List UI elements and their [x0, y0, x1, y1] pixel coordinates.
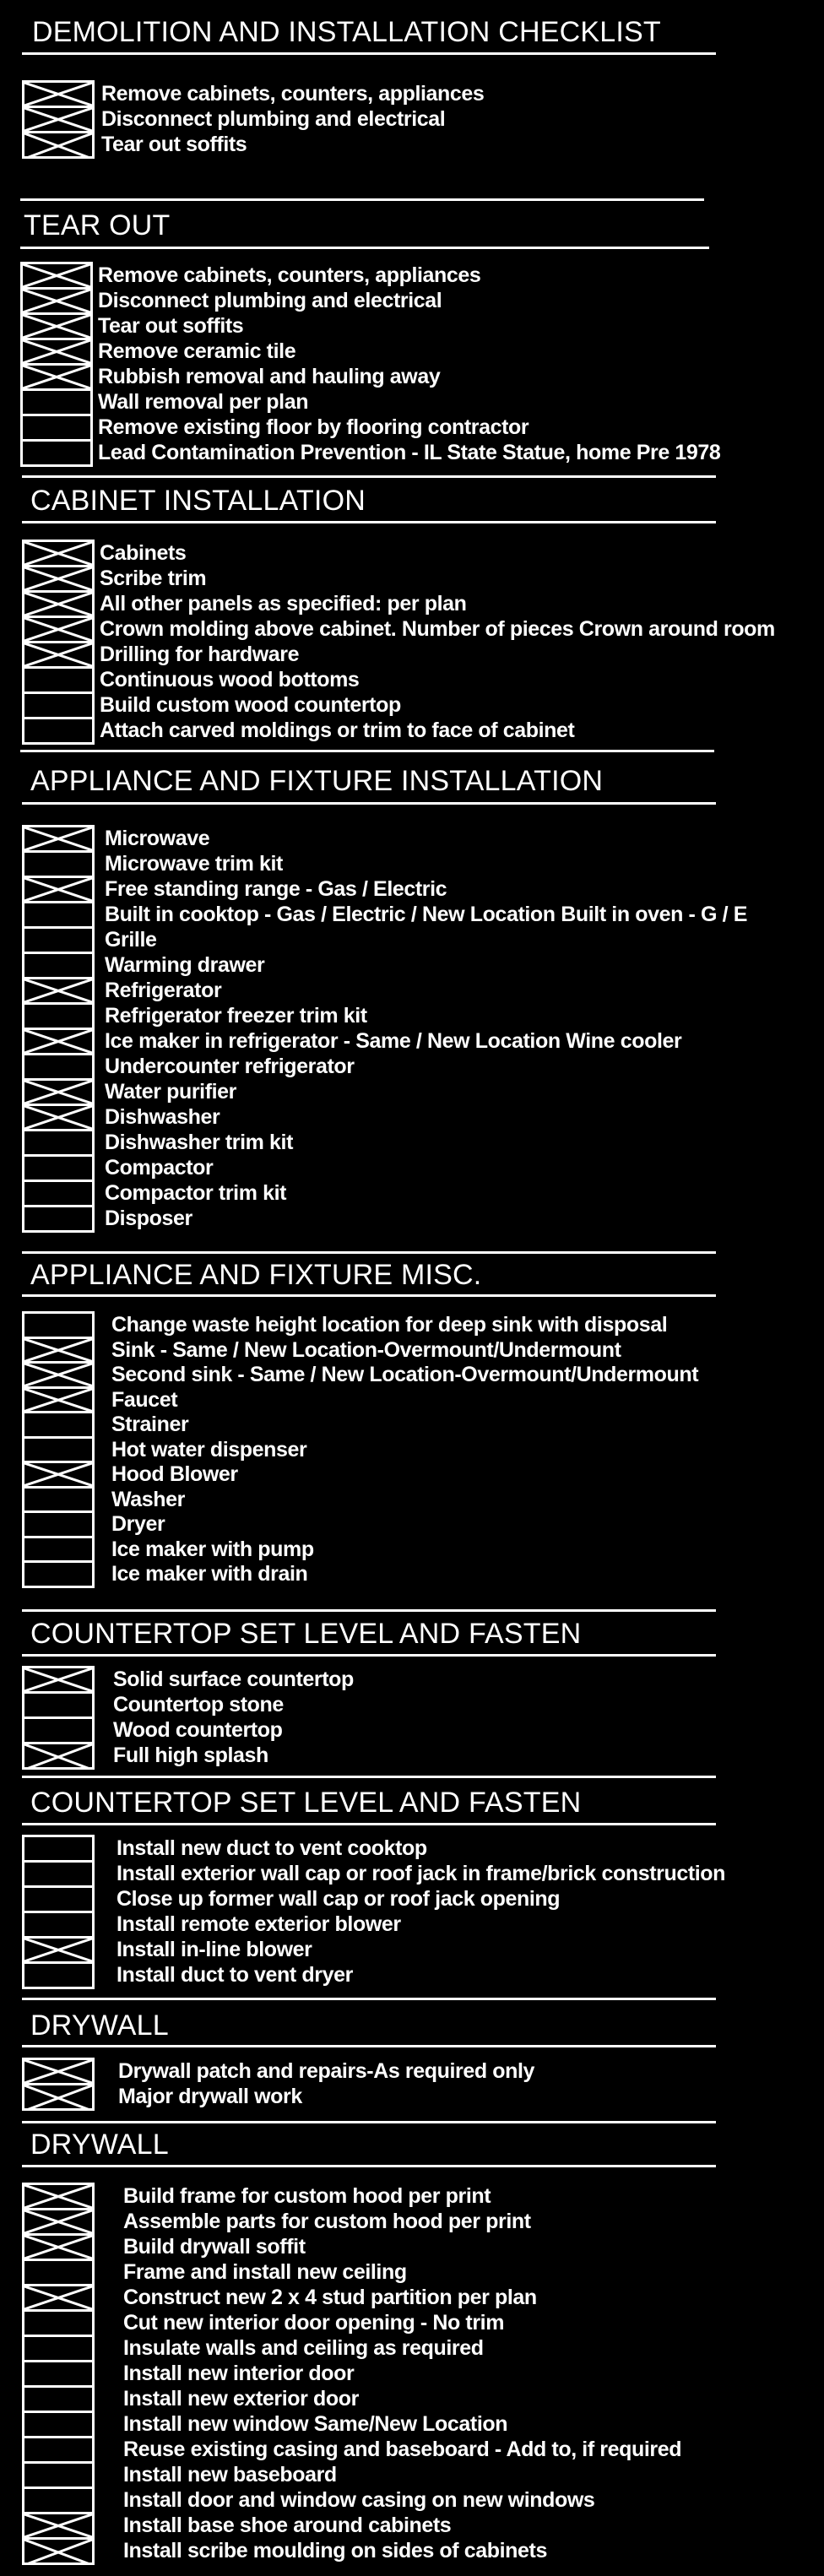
checklist-item-label: Microwave trim kit [105, 852, 283, 876]
section-title: TEAR OUT [24, 209, 171, 241]
checkbox-column [22, 540, 95, 745]
checklist-item-label: Install new baseboard [123, 2463, 337, 2487]
checklist-item-label: Install new exterior door [123, 2387, 359, 2411]
check-x-icon [23, 264, 90, 287]
section-divider [22, 1998, 716, 2000]
checklist-item-label: Scribe trim [100, 567, 207, 590]
checklist-item-label: Dishwasher [105, 1105, 220, 1129]
checkbox[interactable] [24, 1106, 92, 1131]
checklist-item-label: Undercounter refrigerator [105, 1055, 355, 1078]
checkbox[interactable] [24, 1439, 92, 1464]
checklist-item-label: Drilling for hardware [100, 643, 300, 666]
checkbox[interactable] [24, 1413, 92, 1439]
checklist-item-label: Attach carved moldings or trim to face of cabinet [100, 719, 575, 742]
check-x-icon [23, 366, 90, 388]
check-x-icon [24, 618, 92, 641]
checkbox[interactable] [23, 264, 90, 290]
checklist-item-label: Disconnect plumbing and electrical [101, 107, 446, 131]
checklist-item-label: Remove cabinets, counters, appliances [101, 82, 485, 106]
title-underline [22, 802, 716, 805]
checkbox[interactable] [23, 315, 90, 340]
checkbox[interactable] [24, 542, 92, 567]
checklist-item-label: Wall removal per plan [98, 390, 309, 414]
checklist-item-label: Refrigerator [105, 979, 222, 1002]
section-title: COUNTERTOP SET LEVEL AND FASTEN [30, 1787, 582, 1819]
checklist-item-label: Lead Contamination Prevention - IL State Statue, home Pre 1978 [98, 441, 721, 464]
check-x-icon [24, 1668, 92, 1691]
checkbox[interactable] [24, 2388, 92, 2413]
section-divider [22, 1251, 716, 1254]
checkbox[interactable] [24, 133, 92, 159]
checklist-item-label: Close up former wall cap or roof jack opening [117, 1887, 561, 1911]
checkbox[interactable] [24, 2085, 92, 2111]
checklist-item-label: Install exterior wall cap or roof jack in frame/brick construction [117, 1862, 726, 1885]
section-divider [22, 1776, 716, 1778]
checklist-item-label: Cut new interior door opening - No trim [123, 2311, 505, 2335]
checkbox[interactable] [24, 2362, 92, 2388]
checkbox[interactable] [24, 1030, 92, 1055]
title-underline [22, 2165, 716, 2167]
check-x-icon [23, 340, 90, 363]
checklist-item-label: Build drywall soffit [123, 2235, 306, 2259]
checkbox[interactable] [24, 719, 92, 745]
check-x-icon [24, 643, 92, 666]
checklist-item-label: Install base shoe around cabinets [123, 2514, 452, 2537]
checklist-item-label: Free standing range - Gas / Electric [105, 877, 447, 901]
checklist-item-label: Rubbish removal and hauling away [98, 365, 441, 388]
checklist-item-label: All other panels as specified: per plan [100, 592, 467, 616]
checklist-item-label: Construct new 2 x 4 stud partition per plan [123, 2286, 537, 2309]
check-x-icon [24, 133, 92, 159]
checkbox-column [22, 825, 95, 1233]
checkbox[interactable] [24, 929, 92, 954]
checkbox[interactable] [24, 827, 92, 853]
checklist-item-label: Dryer [111, 1512, 165, 1536]
checkbox[interactable] [24, 954, 92, 979]
checkbox[interactable] [24, 1314, 92, 1339]
checklist-item-label: Ice maker with pump [111, 1537, 314, 1561]
checkbox[interactable] [24, 593, 92, 618]
checkbox-column [20, 262, 93, 467]
checkbox[interactable] [24, 2514, 92, 2540]
section-divider [20, 750, 714, 752]
check-x-icon [24, 593, 92, 616]
checkbox-column [22, 1311, 95, 1588]
checkbox[interactable] [24, 618, 92, 643]
checklist-item-label: Ice maker in refrigerator - Same / New Location Wine cooler [105, 1029, 682, 1053]
section-title: DEMOLITION AND INSTALLATION CHECKLIST [32, 16, 661, 48]
checkbox[interactable] [24, 2540, 92, 2565]
checkbox[interactable] [24, 1463, 92, 1489]
checklist-item-label: Warming drawer [105, 953, 265, 977]
check-x-icon [24, 979, 92, 1002]
section-divider [22, 475, 716, 478]
section-title: CABINET INSTALLATION [30, 485, 366, 517]
checklist-item-label: Remove existing floor by flooring contractor [98, 415, 529, 439]
checklist-item-label: Install remote exterior blower [117, 1912, 401, 1936]
checkbox-column [22, 80, 95, 159]
check-x-icon [24, 2514, 92, 2537]
checklist-item-label: Install new interior door [123, 2362, 355, 2385]
check-x-icon [24, 2236, 92, 2259]
check-x-icon [24, 2540, 92, 2565]
checkbox[interactable] [24, 2060, 92, 2085]
check-x-icon [24, 1364, 92, 1386]
checkbox[interactable] [24, 979, 92, 1005]
checklist-item-label: Strainer [111, 1413, 189, 1436]
checklist-item-label: Grille [105, 928, 157, 952]
checkbox[interactable] [24, 2261, 92, 2286]
checklist-item-label: Second sink - Same / New Location-Overmount/Undermount [111, 1363, 699, 1386]
checklist-item-label: Disconnect plumbing and electrical [98, 289, 442, 312]
checklist-item-label: Crown molding above cabinet. Number of pieces Crown around room [100, 617, 775, 641]
check-x-icon [24, 1030, 92, 1053]
check-x-icon [24, 2210, 92, 2233]
check-x-icon [24, 83, 92, 106]
checkbox[interactable] [24, 2337, 92, 2362]
checkbox[interactable] [24, 2464, 92, 2489]
checklist-item-label: Remove ceramic tile [98, 339, 296, 363]
check-x-icon [24, 108, 92, 131]
check-x-icon [24, 1106, 92, 1129]
checklist-item-label: Refrigerator freezer trim kit [105, 1004, 367, 1028]
checklist-item-label: Continuous wood bottoms [100, 668, 360, 691]
check-x-icon [24, 1081, 92, 1104]
checkbox[interactable] [23, 366, 90, 391]
section-divider [22, 2121, 716, 2123]
checkbox[interactable] [24, 1157, 92, 1182]
section-title: APPLIANCE AND FIXTURE MISC. [30, 1259, 482, 1291]
checkbox[interactable] [24, 2210, 92, 2236]
checkbox[interactable] [24, 2489, 92, 2514]
checklist-item-label: Insulate walls and ceiling as required [123, 2336, 484, 2360]
checklist-item-label: Build custom wood countertop [100, 693, 401, 717]
checkbox[interactable] [23, 416, 90, 442]
checklist-item-label: Install duct to vent dryer [117, 1963, 353, 1987]
checklist-item-label: Install door and window casing on new windows [123, 2488, 595, 2512]
section-divider [22, 1609, 716, 1612]
checklist-item-label: Major drywall work [118, 2085, 302, 2108]
checkbox[interactable] [24, 1538, 92, 1564]
title-underline [22, 521, 716, 523]
checkbox[interactable] [24, 1719, 92, 1744]
check-x-icon [24, 2185, 92, 2208]
checkbox[interactable] [24, 1668, 92, 1694]
checklist-item-label: Built in cooktop - Gas / Electric / New Location Built in oven - G / E [105, 903, 747, 926]
checklist-item-label: Build frame for custom hood per print [123, 2184, 491, 2208]
checkbox[interactable] [24, 669, 92, 694]
check-x-icon [24, 542, 92, 565]
checkbox[interactable] [24, 1964, 92, 1989]
title-underline [22, 2045, 716, 2047]
checkbox[interactable] [24, 1131, 92, 1157]
checklist-item-label: Microwave [105, 827, 210, 850]
checkbox[interactable] [24, 567, 92, 593]
check-x-icon [24, 1744, 92, 1770]
section-title: DRYWALL [30, 2129, 169, 2161]
checklist-item-label: Hot water dispenser [111, 1437, 307, 1462]
check-x-icon [24, 878, 92, 901]
checklist-item-label: Hood Blower [111, 1462, 238, 1486]
section-title: DRYWALL [30, 2009, 169, 2042]
checkbox-column [22, 1835, 95, 1989]
check-x-icon [24, 1463, 92, 1486]
checklist-item-label: Remove cabinets, counters, appliances [98, 263, 481, 287]
checkbox[interactable] [24, 694, 92, 719]
checkbox[interactable] [24, 108, 92, 133]
checkbox-column [22, 1666, 95, 1770]
title-underline [20, 247, 709, 249]
check-x-icon [23, 290, 90, 312]
section-divider [20, 198, 704, 201]
section-title: COUNTERTOP SET LEVEL AND FASTEN [30, 1618, 582, 1650]
checkbox[interactable] [24, 1939, 92, 1964]
checkbox[interactable] [24, 903, 92, 929]
checkbox[interactable] [24, 1863, 92, 1888]
checkbox[interactable] [24, 83, 92, 108]
checklist-item-label: Compactor trim kit [105, 1181, 287, 1205]
checklist-item-label: Disposer [105, 1207, 192, 1230]
checkbox[interactable] [24, 2185, 92, 2210]
checklist-item-label: Change waste height location for deep sink with disposal [111, 1313, 668, 1337]
section-title: APPLIANCE AND FIXTURE INSTALLATION [30, 765, 604, 797]
checkbox[interactable] [24, 1055, 92, 1081]
check-x-icon [24, 1339, 92, 1362]
checkbox[interactable] [24, 1837, 92, 1863]
checkbox[interactable] [24, 2236, 92, 2261]
title-underline [22, 1823, 716, 1825]
checklist-item-label: Ice maker with drain [111, 1562, 308, 1586]
checklist-item-label: Solid surface countertop [113, 1668, 354, 1691]
title-underline [22, 52, 716, 55]
checkbox[interactable] [24, 1744, 92, 1770]
checklist-item-label: Frame and install new ceiling [123, 2260, 407, 2284]
check-x-icon [24, 2085, 92, 2111]
checklist-item-label: Faucet [111, 1387, 178, 1412]
checkbox[interactable] [24, 1563, 92, 1588]
checkbox[interactable] [24, 1694, 92, 1719]
checkbox[interactable] [24, 1489, 92, 1514]
checklist-item-label: Cabinets [100, 541, 187, 565]
title-underline [22, 1294, 716, 1297]
checklist-item-label: Drywall patch and repairs-As required only [118, 2059, 535, 2083]
checkbox-column [22, 2183, 95, 2565]
checklist-item-label: Water purifier [105, 1080, 236, 1104]
checkbox-column [22, 2058, 95, 2111]
checkbox[interactable] [24, 1005, 92, 1030]
checkbox[interactable] [23, 442, 90, 467]
check-x-icon [24, 567, 92, 590]
checklist-item-label: Washer [111, 1487, 185, 1511]
checkbox[interactable] [24, 1364, 92, 1389]
checkbox[interactable] [24, 1081, 92, 1106]
checklist-item-label: Reuse existing casing and baseboard - Add to, if required [123, 2438, 682, 2461]
checkbox[interactable] [24, 853, 92, 878]
checklist-item-label: Install new window Same/New Location [123, 2412, 508, 2436]
check-x-icon [24, 2060, 92, 2083]
checkbox[interactable] [24, 878, 92, 903]
checklist-item-label: Dishwasher trim kit [105, 1131, 294, 1154]
checklist-item-label: Sink - Same / New Location-Overmount/Undermount [111, 1337, 621, 1362]
checklist-item-label: Compactor [105, 1156, 214, 1180]
checkbox[interactable] [24, 1182, 92, 1207]
checkbox[interactable] [24, 1513, 92, 1538]
checklist-item-label: Tear out soffits [98, 314, 244, 338]
checkbox[interactable] [23, 391, 90, 416]
checkbox[interactable] [24, 2413, 92, 2438]
checklist-item-label: Wood countertop [113, 1718, 283, 1742]
checklist-item-label: Install scribe moulding on sides of cabinets [123, 2539, 547, 2562]
checklist-item-label: Assemble parts for custom hood per print [123, 2210, 531, 2233]
check-x-icon [24, 1939, 92, 1961]
checkbox[interactable] [24, 1207, 92, 1233]
checkbox[interactable] [23, 340, 90, 366]
checkbox[interactable] [24, 1888, 92, 1913]
checkbox[interactable] [24, 643, 92, 669]
checkbox[interactable] [23, 290, 90, 315]
check-x-icon [24, 2286, 92, 2309]
checklist-item-label: Full high splash [113, 1744, 268, 1767]
checkbox[interactable] [24, 1913, 92, 1939]
check-x-icon [24, 1389, 92, 1412]
checklist-item-label: Countertop stone [113, 1693, 284, 1716]
checkbox[interactable] [24, 2312, 92, 2337]
check-x-icon [24, 827, 92, 850]
check-x-icon [23, 315, 90, 338]
checkbox[interactable] [24, 2438, 92, 2464]
checklist-item-label: Tear out soffits [101, 133, 247, 156]
checklist-item-label: Install in-line blower [117, 1938, 312, 1961]
checklist-item-label: Install new duct to vent cooktop [117, 1836, 427, 1860]
checkbox[interactable] [24, 1389, 92, 1414]
checkbox[interactable] [24, 1339, 92, 1364]
title-underline [22, 1654, 716, 1657]
checkbox[interactable] [24, 2286, 92, 2312]
